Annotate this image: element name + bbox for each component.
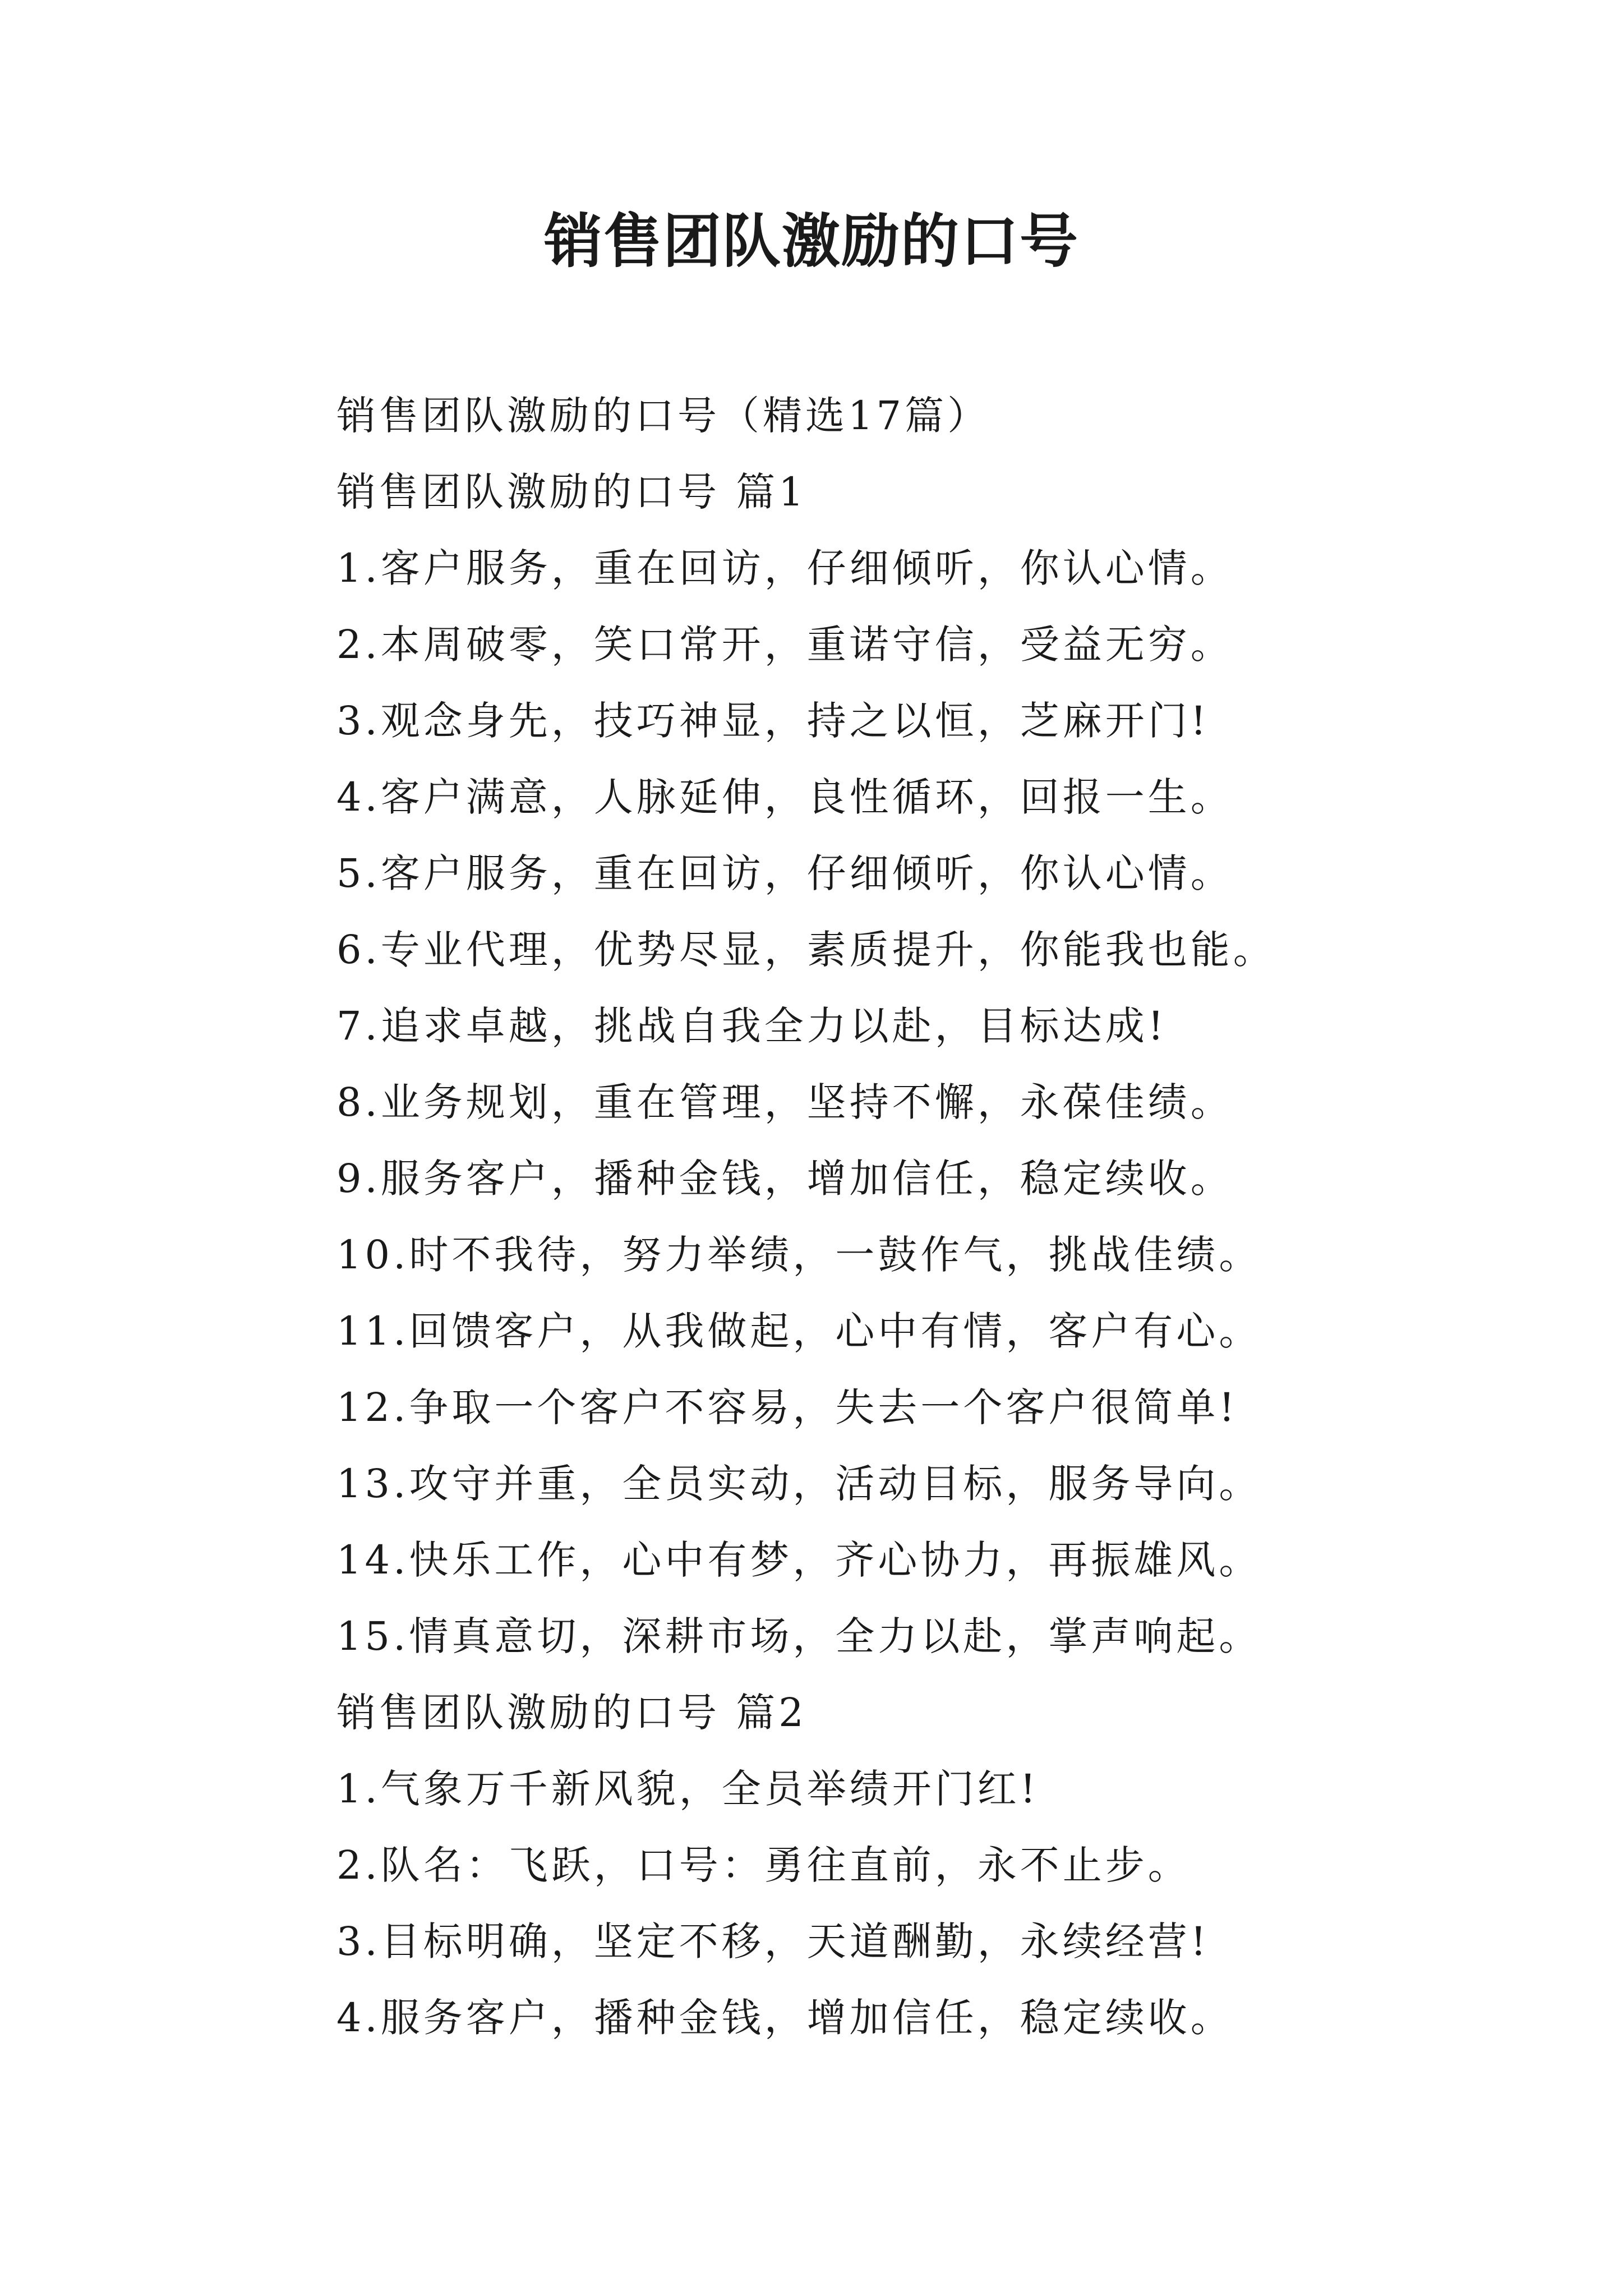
list-item: 2.队名：飞跃，口号：勇往直前，永不止步。 [336, 1842, 1191, 1888]
list-item: 3.目标明确，坚定不移，天道酬勤，永续经营! [336, 1918, 1210, 1964]
document-title: 销售团队激励的口号 [543, 206, 1079, 275]
list-item: 8.业务规划，重在管理，坚持不懈，永葆佳绩。 [336, 1079, 1233, 1125]
list-item: 4.服务客户，播种金钱，增加信任，稳定续收。 [336, 1995, 1233, 2041]
list-item: 1.气象万千新风貌，全员举绩开门红! [336, 1766, 1039, 1812]
list-item: 15.情真意切，深耕市场，全力以赴，掌声响起。 [336, 1613, 1262, 1659]
list-item: 5.客户服务，重在回访，仔细倾听，你认心情。 [336, 850, 1233, 896]
list-item: 12.争取一个客户不容易，失去一个客户很简单! [336, 1384, 1238, 1430]
document-subtitle: 销售团队激励的口号（精选17篇） [336, 393, 990, 439]
section-heading: 销售团队激励的口号 篇2 [336, 1690, 807, 1736]
list-item: 10.时不我待，努力举绩，一鼓作气，挑战佳绩。 [336, 1232, 1262, 1278]
list-item: 3.观念身先，技巧神显，持之以恒，芝麻开门! [336, 698, 1210, 744]
document-body [336, 378, 1514, 2056]
section-heading: 销售团队激励的口号 篇1 [336, 469, 807, 515]
list-item: 11.回馈客户，从我做起，心中有情，客户有心。 [336, 1308, 1262, 1354]
list-item: 6.专业代理，优势尽显，素质提升，你能我也能。 [336, 927, 1276, 973]
list-item: 9.服务客户，播种金钱，增加信任，稳定续收。 [336, 1156, 1233, 1202]
list-item: 14.快乐工作，心中有梦，齐心协力，再振雄风。 [336, 1537, 1262, 1583]
list-item: 7.追求卓越，挑战自我全力以赴，目标达成! [336, 1003, 1167, 1049]
list-item: 13.攻守并重，全员实动，活动目标，服务导向。 [336, 1461, 1262, 1507]
list-item: 4.客户满意，人脉延伸，良性循环，回报一生。 [336, 774, 1233, 820]
list-item: 2.本周破零，笑口常开，重诺守信，受益无穷。 [336, 622, 1233, 668]
list-item: 1.客户服务，重在回访，仔细倾听，你认心情。 [336, 545, 1233, 591]
